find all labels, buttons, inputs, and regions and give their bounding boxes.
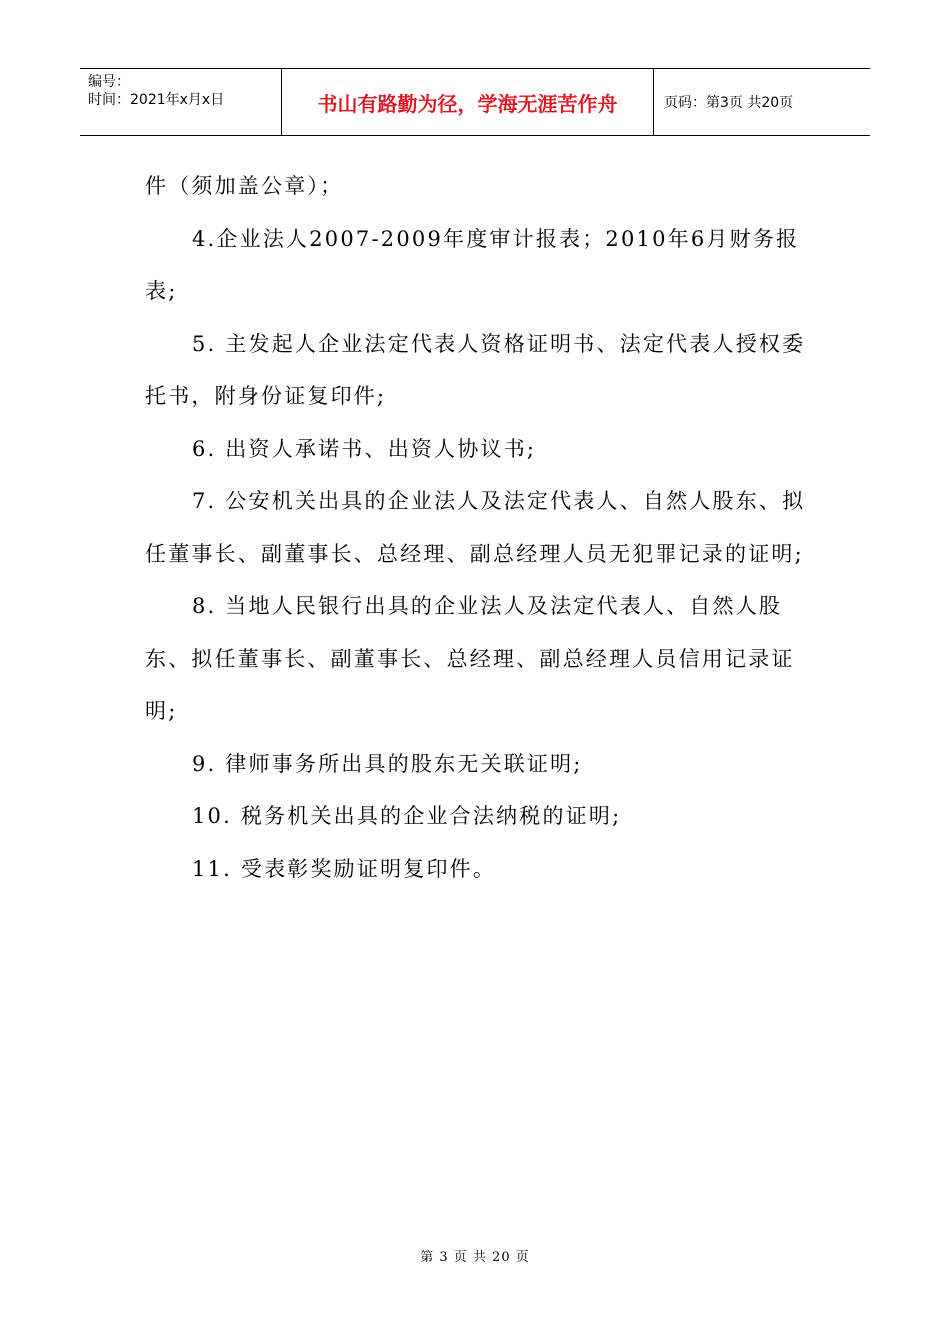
footer-page-number: 第 3 页 共 20 页 [420,1250,530,1265]
header-motto-cell [282,69,654,135]
document-body [145,160,810,895]
header-motto: 书山有路勤为径，学海无涯苦作舟 [317,91,618,116]
header-page-info: 页码：第3页 共20页 [664,95,794,111]
page-header [80,68,870,136]
list-item-10: 10. 税务机关出具的企业合法纳税的证明; [192,804,622,828]
list-item-6: 6. 出资人承诺书、出资人协议书; [192,436,537,461]
list-item-5: 5. 主发起人企业法定代表人资格证明书、法定代表人授权委托书，附身份证复印件; [145,331,806,408]
header-page-cell [654,69,870,135]
paragraph-continuation: 件（须加盖公章）； [145,174,344,198]
list-item-7: 7. 公安机关出具的企业法人及法定代表人、自然人股东、拟任董事长、副董事长、总经理、副总经理人员无犯罪记录的证明; [145,489,806,566]
list-item-11: 11. 受表彰奖励证明复印件。 [192,856,497,881]
header-meta-cell [80,69,282,135]
page-footer [0,1246,950,1265]
list-item-8: 8. 当地人民银行出具的企业法人及法定代表人、自然人股东、拟任董事长、副董事长、总经理、副总经理人员信用记录证明; [145,594,795,723]
list-item-4: 4.企业法人2007-2009年度审计报表；2010年6月财务报表; [145,226,800,303]
document-number-label: 编号： [88,74,130,90]
document-date-label: 时间：2021年x月x日 [88,92,225,108]
list-item-9: 9. 律师事务所出具的股东无关联证明; [192,751,583,776]
